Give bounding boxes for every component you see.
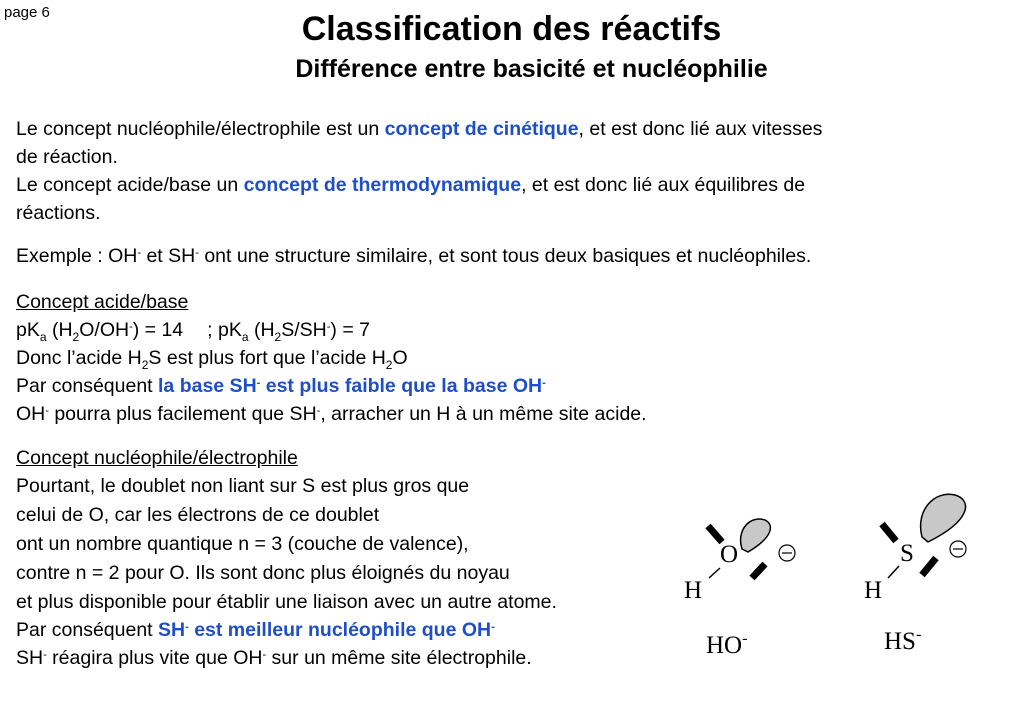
pka-line: $pK_a$ $(H_2O/OH^-) = 14$ ; $pK_a$ $(H_2S/SH^-) = 7$ [16,319,370,344]
intro-line-3: Le concept acide/base un concept de thermodynamique, et est donc lié aux équilibres de [16,174,806,196]
intro-line-4: réactions. [16,202,101,224]
sulfur-lone-pair-bar [922,558,936,575]
hydrogen-atom-oh: H [684,577,703,604]
page-number: page 6 [4,4,50,21]
nucleo-line-4: contre n = 2 pour O. Ils sont donc plus éloignés du noyau [16,562,510,584]
nucleo-last-line: SH- réagira plus vite que OH- sur un même site électrophile. [16,647,532,669]
thermo-highlight: concept de thermodynamique [243,174,522,196]
oxygen-lone-pair-bar [708,526,722,542]
base-highlight: la base SH- est plus faible que la base OH- [158,375,546,397]
intro-line-2: de réaction. [16,146,118,168]
hydrosulfide-label: HS- [884,626,922,655]
oxygen-lone-pair-bar [752,564,765,578]
intro-line-1: Le concept nucléophile/électrophile est un concept de cinétique, et est donc lié aux vitesses [16,118,823,140]
oh-line: OH- pourra plus facilement que SH-, arracher un H à un même site acide. [16,403,647,425]
page-title: Classification des réactifs [301,10,722,48]
nucleo-line-2: celui de O, car les électrons de ce doublet [16,504,380,526]
oxygen-lone-pair-lobe [741,519,771,552]
hydroxide-label: HO- [706,630,748,659]
kinetics-highlight: concept de cinétique [384,118,579,140]
page-subtitle: Différence entre basicité et nucléophilie [295,55,768,83]
sulfur-lone-pair-lobe [921,494,966,542]
hydrogen-atom-sh: H [864,577,883,604]
oxygen-atom: O [720,541,739,568]
acid-strength-line: Donc l’acide $H_2S$ est plus fort que l’acide $H_2O$ [16,347,408,372]
oh-bond [709,568,720,578]
hydrosulfide-diagram [882,494,966,578]
nucleo-line-1: Pourtant, le doublet non liant sur S est plus gros que [16,475,470,497]
base-conclusion-line: Par conséquent la base SH- est plus faible que la base OH- [16,375,546,397]
nucleophile-heading: Concept nucléophile/électrophile [16,447,298,469]
example-line: Exemple : OH- et SH- ont une structure similaire, et sont tous deux basiques et nucléophiles. [16,245,812,267]
sulfur-atom: S [900,540,914,567]
nucleo-conclusion-line: Par conséquent SH- est meilleur nucléophile que OH- [16,619,495,641]
sulfur-lone-pair-bar [882,524,896,541]
nucleo-line-3: ont un nombre quantique n = 3 (couche de valence), [16,533,469,555]
acid-base-heading: Concept acide/base [16,291,189,313]
nucleophile-highlight: SH- est meilleur nucléophile que OH- [158,619,495,641]
sh-bond [888,566,899,578]
nucleo-line-5: et plus disponible pour établir une liaison avec un autre atome. [16,591,557,613]
